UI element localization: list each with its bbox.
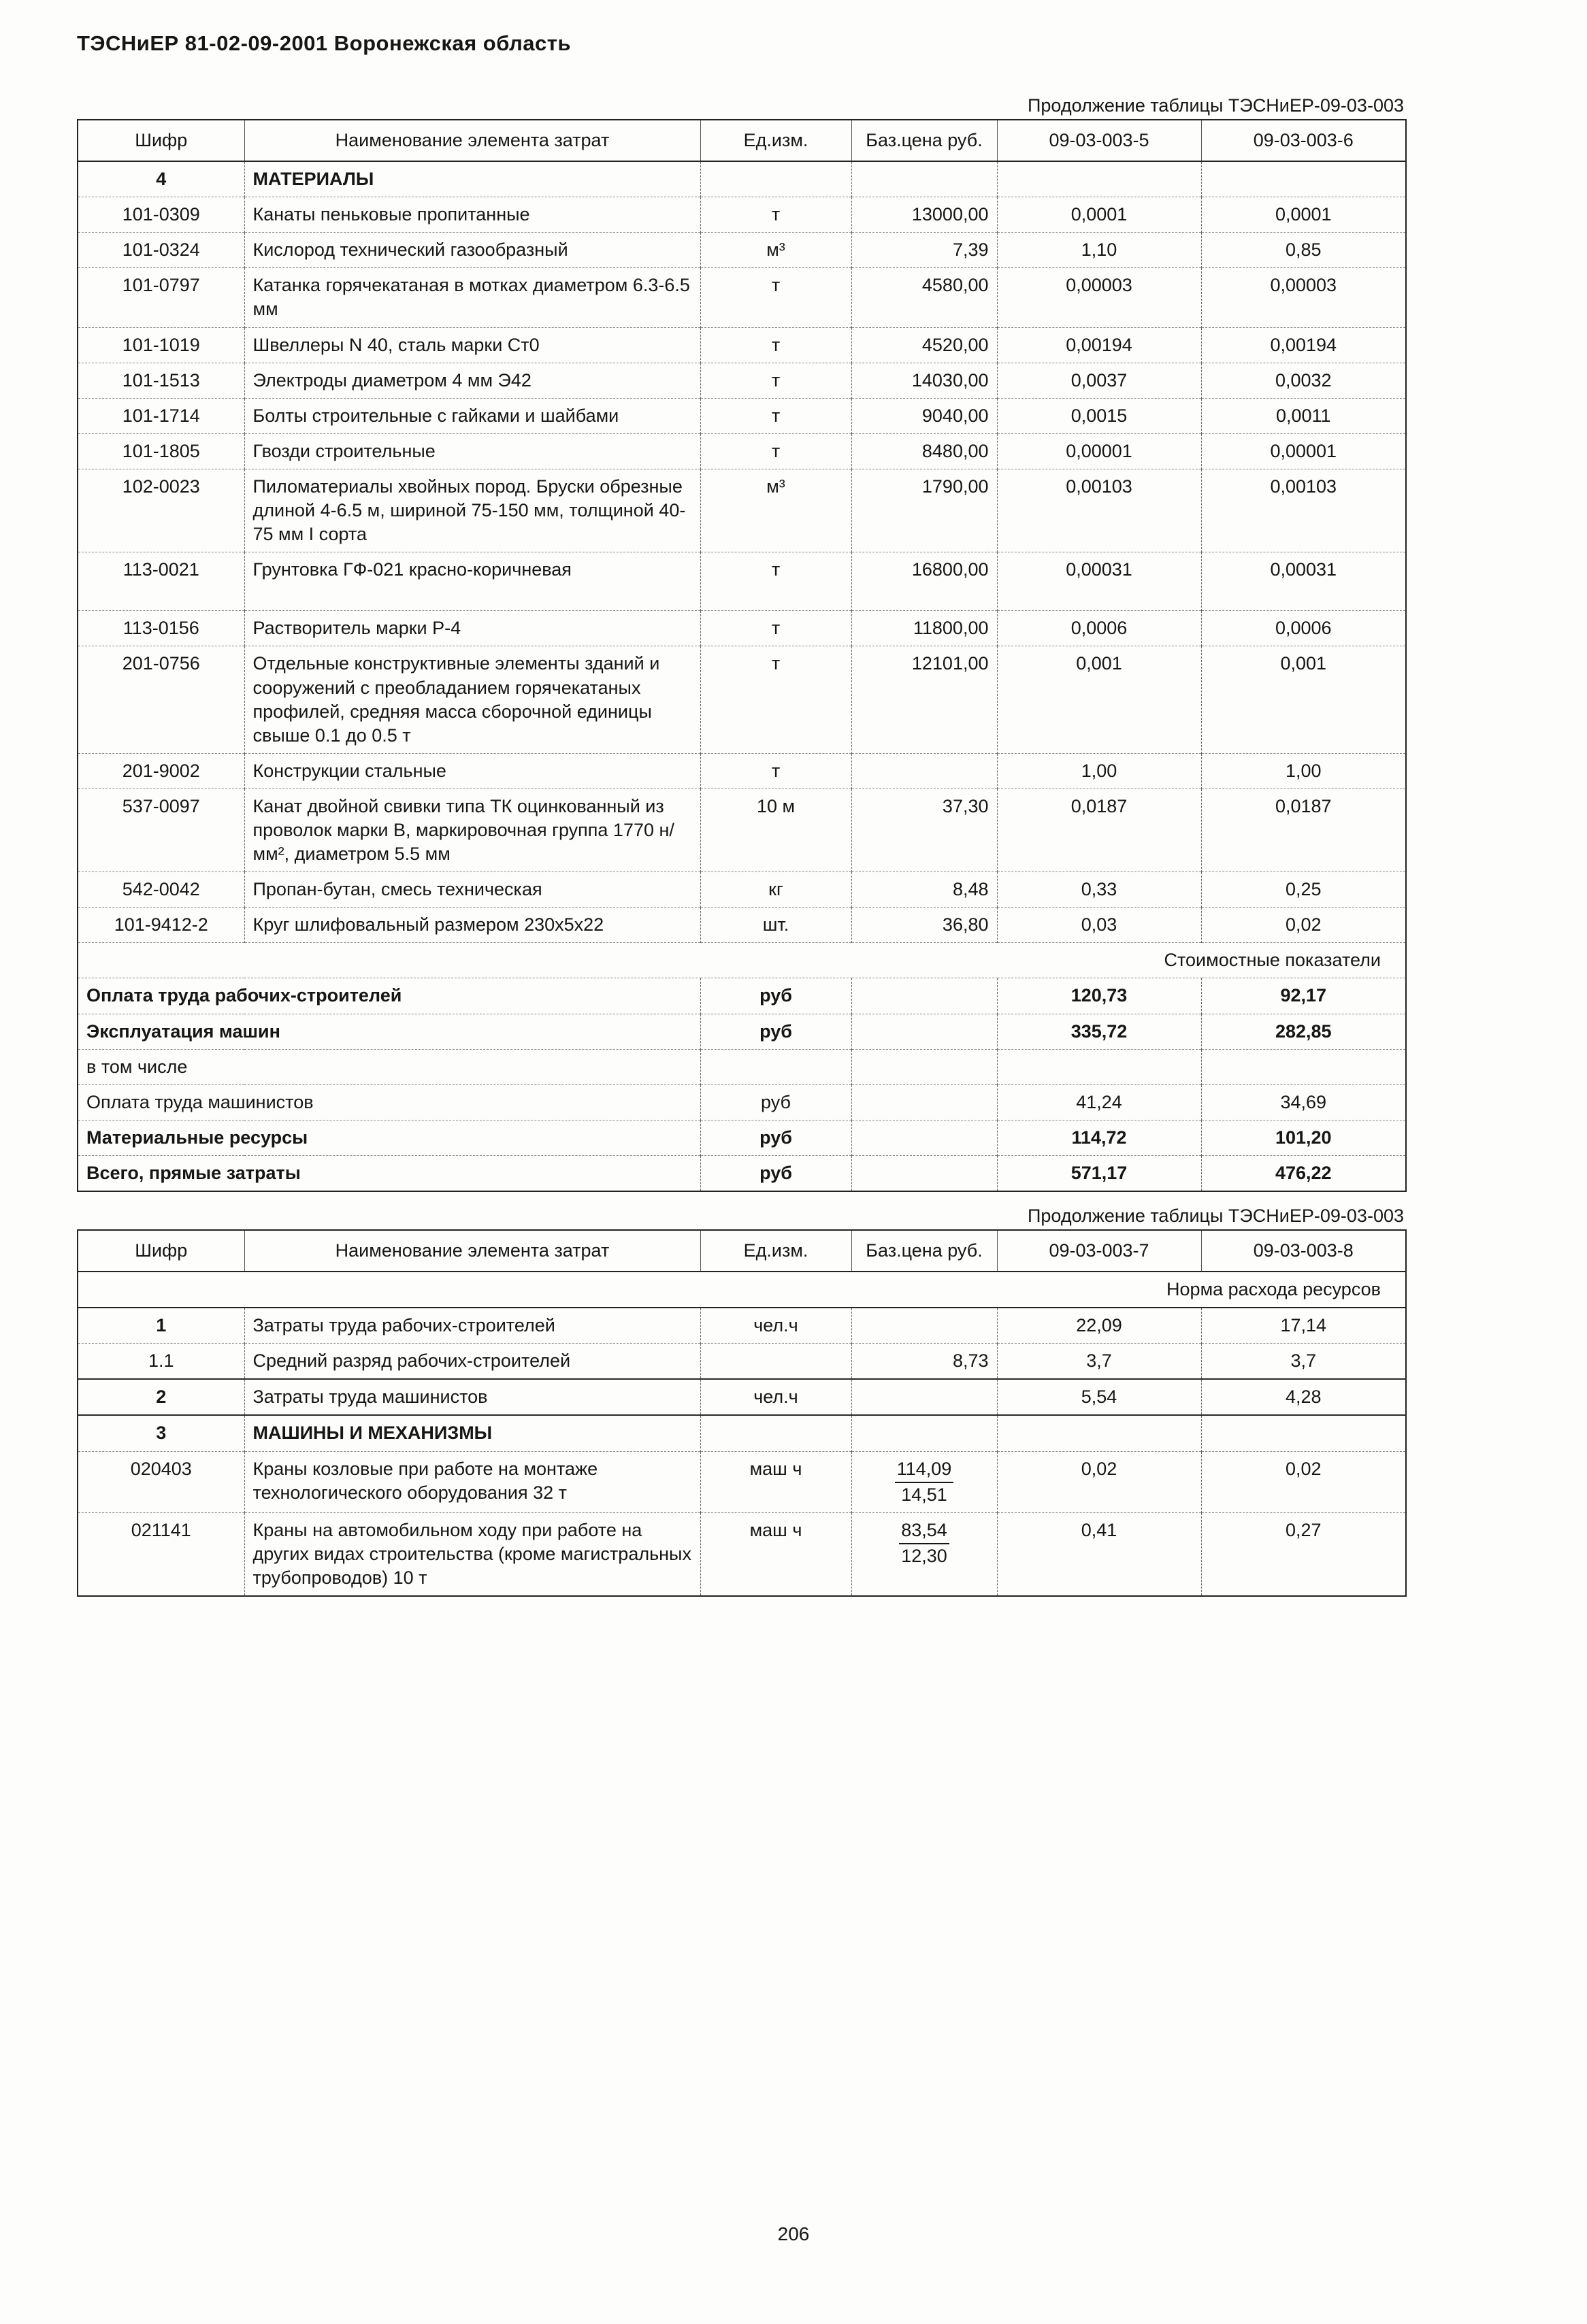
- table1-cost-rows: [78, 978, 1406, 1191]
- cell-base-price: [851, 1049, 997, 1084]
- col-header-base-price: Баз.цена руб.: [851, 1230, 997, 1272]
- cell-name: Швеллеры N 40, сталь марки Ст0: [244, 327, 700, 363]
- cell-unit: [700, 1415, 851, 1451]
- table2-header: [78, 1230, 1406, 1272]
- cell-value-2: 3,7: [1201, 1344, 1406, 1380]
- cell-name: Пиломатериалы хвойных пород. Бруски обрезные длиной 4-6.5 м, шириной 75-150 мм, толщиной 40-75 мм I сорта: [244, 469, 700, 552]
- cell-base-price: 4520,00: [851, 327, 997, 363]
- cell-value-2: 4,28: [1201, 1379, 1406, 1415]
- cell-code: 1.1: [78, 1344, 244, 1380]
- cell-unit: т: [700, 433, 851, 469]
- cell-value-2: 0,0187: [1201, 788, 1406, 872]
- cell-code: 201-0756: [78, 646, 244, 753]
- col-header-name: Наименование элемента затрат: [244, 120, 700, 161]
- cell-value-1: [997, 1415, 1201, 1451]
- col-header-code: Шифр: [78, 1230, 244, 1272]
- cell-name: Канат двойной свивки типа ТК оцинкованный из проволок марки В, маркировочная группа 1770 н/мм², диаметром 5.5 мм: [244, 788, 700, 872]
- cell-unit: т: [700, 398, 851, 433]
- col-header-name: Наименование элемента затрат: [244, 1230, 700, 1272]
- cell-base-price: 8,73: [851, 1344, 997, 1380]
- cell-code: 101-1714: [78, 398, 244, 433]
- table-row: [78, 611, 1406, 646]
- cell-unit: т: [700, 646, 851, 753]
- cell-unit: кг: [700, 872, 851, 908]
- table-row: [78, 1308, 1406, 1344]
- header-row: [78, 120, 1406, 161]
- cell-value-2: 476,22: [1201, 1155, 1406, 1191]
- cell-code: 537-0097: [78, 788, 244, 872]
- cell-value-1: 0,02: [997, 1451, 1201, 1512]
- section-row: [78, 161, 1406, 197]
- table-row: [78, 552, 1406, 611]
- cell-value-1: 1,00: [997, 753, 1201, 788]
- cell-unit: руб: [700, 1120, 851, 1155]
- table-row: [78, 1344, 1406, 1380]
- cell-value-1: [997, 1049, 1201, 1084]
- cell-value-1: 0,001: [997, 646, 1201, 753]
- cell-code: 021141: [78, 1512, 244, 1596]
- cell-value-1: 0,00001: [997, 433, 1201, 469]
- table-row: [78, 268, 1406, 327]
- cell-unit: т: [700, 611, 851, 646]
- cell-value-2: 0,00194: [1201, 327, 1406, 363]
- cell-name: МАТЕРИАЛЫ: [244, 161, 700, 197]
- cell-name: Растворитель марки Р-4: [244, 611, 700, 646]
- cell-base-price: [851, 1512, 997, 1596]
- table-row: [78, 1512, 1406, 1596]
- cell-value-2: 0,0006: [1201, 611, 1406, 646]
- cell-base-price: 1790,00: [851, 469, 997, 552]
- cell-value-2: [1201, 1415, 1406, 1451]
- section-row: [78, 1415, 1406, 1451]
- table-row: [78, 433, 1406, 469]
- price-denominator: 12,30: [901, 1545, 947, 1566]
- cell-name: Круг шлифовальный размером 230х5х22: [244, 908, 700, 943]
- cell-value-1: 0,03: [997, 908, 1201, 943]
- cell-value-1: 0,0015: [997, 398, 1201, 433]
- cell-unit: шт.: [700, 908, 851, 943]
- cell-code: 101-1019: [78, 327, 244, 363]
- cell-value-1: 120,73: [997, 978, 1201, 1014]
- cell-unit: т: [700, 197, 851, 233]
- cell-value-1: 0,00103: [997, 469, 1201, 552]
- cell-code: 542-0042: [78, 872, 244, 908]
- cell-unit: т: [700, 753, 851, 788]
- cell-unit: чел.ч: [700, 1379, 851, 1415]
- cost-row: [78, 978, 1406, 1014]
- cell-base-price: 12101,00: [851, 646, 997, 753]
- cell-value-1: 571,17: [997, 1155, 1201, 1191]
- cell-unit: т: [700, 552, 851, 611]
- cell-name: Гвозди строительные: [244, 433, 700, 469]
- cell-base-price: 16800,00: [851, 552, 997, 611]
- cell-value-2: 0,001: [1201, 646, 1406, 753]
- cell-code: 4: [78, 161, 244, 197]
- cell-value-1: 0,00003: [997, 268, 1201, 327]
- cell-value-1: 114,72: [997, 1120, 1201, 1155]
- cell-value-2: 0,25: [1201, 872, 1406, 908]
- cell-name: Кислород технический газообразный: [244, 233, 700, 268]
- cell-value-1: 0,0037: [997, 363, 1201, 398]
- cell-value-1: 0,33: [997, 872, 1201, 908]
- table2-caption: Продолжение таблицы ТЭСНиЕР-09-03-003: [1028, 1206, 1404, 1226]
- cell-value-1: 0,0187: [997, 788, 1201, 872]
- cell-unit: руб: [700, 1155, 851, 1191]
- cell-value-2: 0,0032: [1201, 363, 1406, 398]
- cell-value-1: 41,24: [997, 1084, 1201, 1120]
- table-row: [78, 469, 1406, 552]
- cell-value-2: 0,0001: [1201, 197, 1406, 233]
- cell-unit: т: [700, 363, 851, 398]
- cell-base-price: [851, 753, 997, 788]
- cell-value-2: 0,27: [1201, 1512, 1406, 1596]
- cell-value-2: 101,20: [1201, 1120, 1406, 1155]
- header-row: [78, 1230, 1406, 1272]
- cell-base-price: 8480,00: [851, 433, 997, 469]
- cell-value-1: 1,10: [997, 233, 1201, 268]
- cell-base-price: 11800,00: [851, 611, 997, 646]
- cell-base-price: [851, 1451, 997, 1512]
- cell-base-price: [851, 1014, 997, 1049]
- cell-value-2: 0,00103: [1201, 469, 1406, 552]
- cell-base-price: 37,30: [851, 788, 997, 872]
- cost-section-title: Стоимостные показатели: [78, 943, 1406, 978]
- table-row: [78, 788, 1406, 872]
- cell-base-price: 36,80: [851, 908, 997, 943]
- col-header-estimate-5: 09-03-003-5: [997, 120, 1201, 161]
- cost-table-1: [77, 119, 1407, 1192]
- cell-value-2: 0,00031: [1201, 552, 1406, 611]
- table-row: [78, 1379, 1406, 1415]
- cell-name: Конструкции стальные: [244, 753, 700, 788]
- cell-name: Эксплуатация машин: [78, 1014, 700, 1049]
- cell-unit: маш ч: [700, 1512, 851, 1596]
- cell-code: 020403: [78, 1451, 244, 1512]
- cell-code: 2: [78, 1379, 244, 1415]
- table1-header: [78, 120, 1406, 161]
- table-row: [78, 363, 1406, 398]
- cell-name: Грунтовка ГФ-021 красно-коричневая: [244, 552, 700, 611]
- cell-value-1: 335,72: [997, 1014, 1201, 1049]
- cost-table-2: [77, 1229, 1407, 1597]
- cell-value-1: 5,54: [997, 1379, 1201, 1415]
- cost-row: [78, 1014, 1406, 1049]
- cell-unit: 10 м: [700, 788, 851, 872]
- table-row: [78, 233, 1406, 268]
- cell-unit: [700, 1344, 851, 1380]
- cell-value-2: [1201, 1049, 1406, 1084]
- cell-value-2: [1201, 161, 1406, 197]
- col-header-estimate-6: 09-03-003-6: [1201, 120, 1406, 161]
- norm-title-row: [78, 1272, 1406, 1308]
- cell-code: 101-0797: [78, 268, 244, 327]
- cell-name: Канаты пеньковые пропитанные: [244, 197, 700, 233]
- cell-name: Краны на автомобильном ходу при работе на других видах строительства (кроме магистральных трубопроводов) 10 т: [244, 1512, 700, 1596]
- cell-name: Средний разряд рабочих-строителей: [244, 1344, 700, 1380]
- price-numerator: 114,09: [895, 1457, 954, 1483]
- cell-name: Затраты труда машинистов: [244, 1379, 700, 1415]
- cell-unit: [700, 1049, 851, 1084]
- cell-name: Всего, прямые затраты: [78, 1155, 700, 1191]
- cell-base-price: [851, 1379, 997, 1415]
- cell-unit: т: [700, 327, 851, 363]
- table-row: [78, 1451, 1406, 1512]
- price-numerator: 83,54: [899, 1518, 949, 1544]
- table1-body: [78, 161, 1406, 943]
- cell-code: 101-1513: [78, 363, 244, 398]
- table-row: [78, 398, 1406, 433]
- cell-value-2: 92,17: [1201, 978, 1406, 1014]
- cell-code: 3: [78, 1415, 244, 1451]
- cell-code: 102-0023: [78, 469, 244, 552]
- cell-code: 201-9002: [78, 753, 244, 788]
- cell-unit: маш ч: [700, 1451, 851, 1512]
- cell-code: 113-0156: [78, 611, 244, 646]
- cell-code: 101-9412-2: [78, 908, 244, 943]
- col-header-unit: Ед.изм.: [700, 1230, 851, 1272]
- cost-row: [78, 1120, 1406, 1155]
- cell-base-price: 8,48: [851, 872, 997, 908]
- cell-code: 1: [78, 1308, 244, 1344]
- cell-name: Оплата труда машинистов: [78, 1084, 700, 1120]
- cell-value-2: 0,00003: [1201, 268, 1406, 327]
- cell-value-1: 0,00031: [997, 552, 1201, 611]
- cell-value-2: 17,14: [1201, 1308, 1406, 1344]
- cell-name: Оплата труда рабочих-строителей: [78, 978, 700, 1014]
- cell-base-price: 7,39: [851, 233, 997, 268]
- table-row: [78, 753, 1406, 788]
- cell-name: Затраты труда рабочих-строителей: [244, 1308, 700, 1344]
- col-header-base-price: Баз.цена руб.: [851, 120, 997, 161]
- cost-row: [78, 1049, 1406, 1084]
- col-header-code: Шифр: [78, 120, 244, 161]
- table1-caption: Продолжение таблицы ТЭСНиЕР-09-03-003: [1028, 95, 1404, 116]
- cell-base-price: [851, 1155, 997, 1191]
- cell-code: 101-1805: [78, 433, 244, 469]
- cell-value-2: 0,02: [1201, 1451, 1406, 1512]
- cell-unit: руб: [700, 1084, 851, 1120]
- cell-base-price: [851, 1084, 997, 1120]
- cell-value-2: 34,69: [1201, 1084, 1406, 1120]
- cell-unit: т: [700, 268, 851, 327]
- cell-name: Отдельные конструктивные элементы зданий и сооружений с преобладанием горячекатаных профилей, средняя масса сборочной единицы свыше 0.1 до 0.5 т: [244, 646, 700, 753]
- cell-unit: м³: [700, 469, 851, 552]
- cell-name: Материальные ресурсы: [78, 1120, 700, 1155]
- table-row: [78, 646, 1406, 753]
- price-denominator: 14,51: [901, 1484, 947, 1505]
- cell-value-2: 0,00001: [1201, 433, 1406, 469]
- cost-section-title-row: [78, 943, 1406, 978]
- table-row: [78, 327, 1406, 363]
- table-row: [78, 197, 1406, 233]
- cell-name: в том числе: [78, 1049, 700, 1084]
- cell-unit: руб: [700, 978, 851, 1014]
- cell-base-price: [851, 1308, 997, 1344]
- cell-unit: м³: [700, 233, 851, 268]
- cell-value-1: 3,7: [997, 1344, 1201, 1380]
- cell-name: Электроды диаметром 4 мм Э42: [244, 363, 700, 398]
- table2-norm-section: [78, 1272, 1406, 1308]
- cell-code: 113-0021: [78, 552, 244, 611]
- cell-value-1: [997, 161, 1201, 197]
- page-content: [77, 31, 1405, 1597]
- cell-name: Болты строительные с гайками и шайбами: [244, 398, 700, 433]
- cell-value-1: 0,41: [997, 1512, 1201, 1596]
- cell-value-1: 0,0006: [997, 611, 1201, 646]
- cell-base-price: 13000,00: [851, 197, 997, 233]
- doc-title: ТЭСНиЕР 81-02-09-2001 Воронежская область: [77, 31, 572, 55]
- cell-unit: [700, 161, 851, 197]
- table-row: [78, 872, 1406, 908]
- page-number: 206: [777, 2223, 810, 2244]
- cell-value-2: 1,00: [1201, 753, 1406, 788]
- cost-row: [78, 1155, 1406, 1191]
- cell-value-1: 0,00194: [997, 327, 1201, 363]
- col-header-estimate-7: 09-03-003-7: [997, 1230, 1201, 1272]
- cell-base-price: [851, 978, 997, 1014]
- cell-value-2: 282,85: [1201, 1014, 1406, 1049]
- cell-value-1: 22,09: [997, 1308, 1201, 1344]
- cell-unit: руб: [700, 1014, 851, 1049]
- cell-base-price: 14030,00: [851, 363, 997, 398]
- cell-name: Пропан-бутан, смесь техническая: [244, 872, 700, 908]
- col-header-estimate-8: 09-03-003-8: [1201, 1230, 1406, 1272]
- cost-row: [78, 1084, 1406, 1120]
- cell-base-price: 9040,00: [851, 398, 997, 433]
- table2-body: [78, 1308, 1406, 1596]
- cell-base-price: [851, 1415, 997, 1451]
- cell-code: 101-0324: [78, 233, 244, 268]
- cell-name: МАШИНЫ И МЕХАНИЗМЫ: [244, 1415, 700, 1451]
- col-header-unit: Ед.изм.: [700, 120, 851, 161]
- cell-base-price: [851, 1120, 997, 1155]
- cell-value-2: 0,0011: [1201, 398, 1406, 433]
- cell-name: Катанка горячекатаная в мотках диаметром 6.3-6.5 мм: [244, 268, 700, 327]
- cell-value-2: 0,02: [1201, 908, 1406, 943]
- cell-base-price: [851, 161, 997, 197]
- norm-title: Норма расхода ресурсов: [78, 1272, 1406, 1308]
- table1-cost-section: [78, 943, 1406, 978]
- cell-code: 101-0309: [78, 197, 244, 233]
- cell-value-1: 0,0001: [997, 197, 1201, 233]
- cell-base-price: 4580,00: [851, 268, 997, 327]
- cell-value-2: 0,85: [1201, 233, 1406, 268]
- cell-unit: чел.ч: [700, 1308, 851, 1344]
- cell-name: Краны козловые при работе на монтаже технологического оборудования 32 т: [244, 1451, 700, 1512]
- table-row: [78, 908, 1406, 943]
